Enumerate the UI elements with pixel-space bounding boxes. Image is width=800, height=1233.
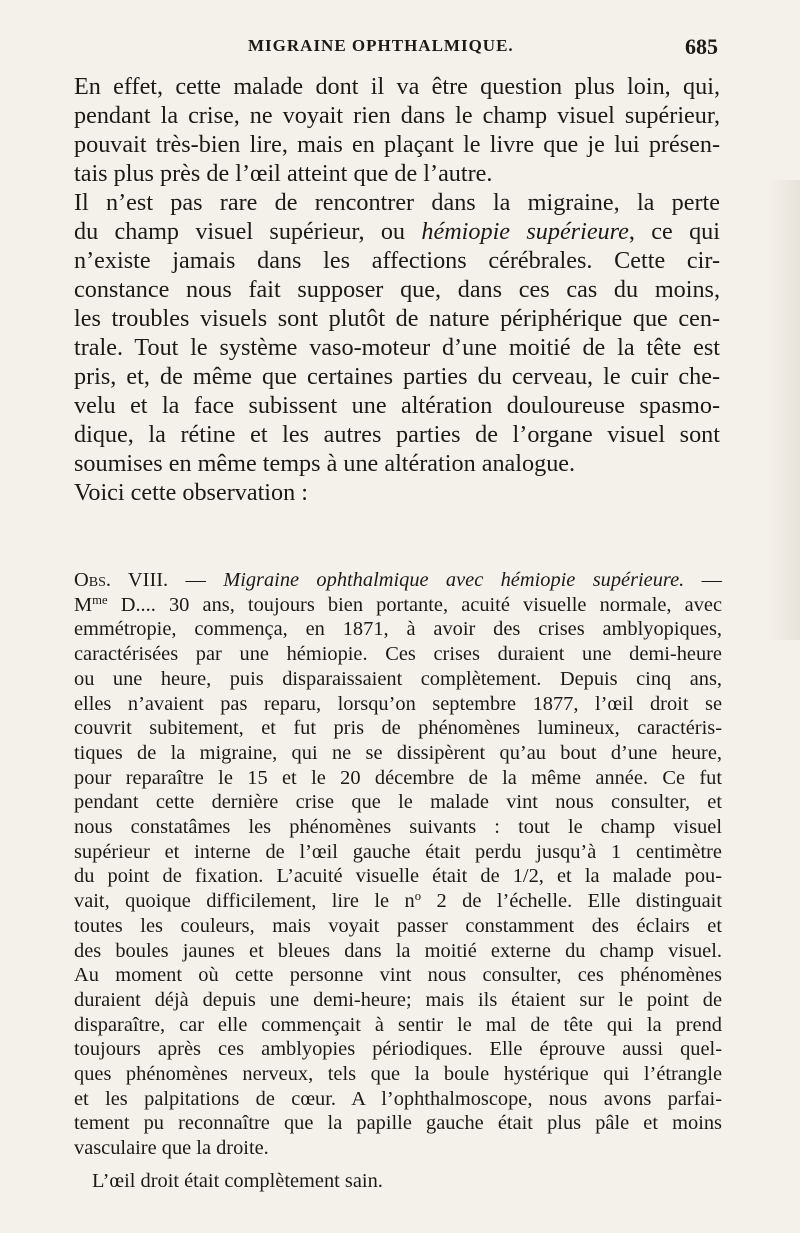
superscript: me <box>92 592 108 607</box>
text-fragment: du champ visuel supérieur, ou <box>74 218 422 245</box>
text-line: toujours après ces amblyopies périodiques. Elle éprouve aussi quel- <box>74 1038 722 1061</box>
text-line: vasculaire que la droite. <box>74 1137 269 1160</box>
text-line: toutes les couleurs, mais voyait passer constamment des éclairs et <box>74 914 722 937</box>
text-line: pris, et, de même que certaines parties du cerveau, le cuir che- <box>74 363 720 390</box>
text-line: tiques de la migraine, qui ne se dissipèrent qu’au bout d’une heure, <box>74 741 722 764</box>
text-line: pendant la crise, ne voyait rien dans le champ visuel supérieur, <box>74 102 720 129</box>
text-fragment: , ce qui <box>628 218 720 245</box>
text-line-content: Il n’est pas rare de rencontrer dans la migraine, la perte <box>74 189 720 216</box>
text-line <box>74 593 722 618</box>
text-fragment: vait, quoique difficilement, lire le n <box>74 890 415 913</box>
text-line: pendant cette dernière crise que le malade vint nous consulter, et <box>74 791 722 814</box>
text-line: Voici cette observation : <box>74 479 308 506</box>
text-line: des boules jaunes et bleues dans la moitié externe du champ visuel. <box>74 939 722 962</box>
text-line: et les palpitations de cœur. A l’ophthalmoscope, nous avons parfai- <box>74 1087 722 1110</box>
text-line <box>74 217 720 246</box>
text-line: supérieur et interne de l’œil gauche était perdu jusqu’à 1 centimètre <box>74 840 722 863</box>
text-line: ou une heure, puis disparaissaient complètement. Depuis cinq ans, <box>74 667 722 690</box>
text-line: couvrit subitement, et fut pris de phénomènes lumineux, caractéris- <box>74 717 722 740</box>
text-line: En effet, cette malade dont il va être question plus loin, qui, <box>74 73 720 100</box>
text-line: elles n’avaient pas reparu, lorsqu’on septembre 1877, l’œil droit se <box>74 692 722 715</box>
text-line: les troubles visuels sont plutôt de nature périphérique que cen- <box>74 305 720 332</box>
text-line: duraient déjà depuis une demi-heure; mais ils étaient sur le point de <box>74 988 722 1011</box>
running-title: MIGRAINE OPHTHALMIQUE. <box>248 36 514 55</box>
observation-block <box>74 568 722 1161</box>
text-line: n’existe jamais dans les affections cérébrales. Cette cir- <box>74 247 720 274</box>
text-fragment: 2 de l’échelle. Elle distinguait <box>421 890 722 913</box>
text-fragment: M <box>74 593 93 616</box>
text-fragment: — <box>684 569 722 591</box>
paragraph-3 <box>74 478 720 507</box>
text-line: ques phénomènes nerveux, tels que la boule hystérique qui l’étrangle <box>74 1063 722 1086</box>
text-line <box>74 188 720 217</box>
text-fragment: D.... 30 ans, toujours bien portante, acuité visuelle normale, avec <box>107 593 722 616</box>
text-line: trale. Tout le système vaso-moteur d’une moitié de la tête est <box>74 334 720 361</box>
text-line: pouvait très-bien lire, mais en plaçant le livre que je lui présen- <box>74 131 720 158</box>
text-line: du point de fixation. L’acuité visuelle était de 1/2, et la malade pou- <box>74 865 722 888</box>
text-line: tement pu reconnaître que la papille gauche était plus pâle et moins <box>74 1112 722 1135</box>
observation-label: Obs. VIII. <box>74 569 169 591</box>
observation-heading-line <box>74 568 722 593</box>
text-line: nous constatâmes les phénomènes suivants : tout le champ visuel <box>74 816 722 839</box>
text-line: pour reparaître le 15 et le 20 décembre de la même année. Ce fut <box>74 766 722 789</box>
text-line: tais plus près de l’œil atteint que de l’autre. <box>74 160 493 187</box>
observation-paragraph <box>74 568 722 1161</box>
text-line: caractérisées par une hémiopie. Ces crises duraient une demi-heure <box>74 643 722 666</box>
text-line: soumises en même temps à une altération analogue. <box>74 450 576 477</box>
paragraph-1 <box>74 72 720 188</box>
page-number: 685 <box>685 34 718 59</box>
superscript: o <box>414 889 422 904</box>
paragraph-2 <box>74 188 720 478</box>
text-line: Au moment où cette personne vint nous consulter, ces phénomènes <box>74 964 722 987</box>
text-line: velu et la face subissent une altération douloureuse spasmo- <box>74 392 720 419</box>
observation-title: Migraine ophthalmique avec hémiopie supérieure. <box>223 569 685 591</box>
closing-line: L’œil droit était complètement sain. <box>92 1170 383 1192</box>
emphasis-hemiopie: hémiopie supérieure <box>421 218 629 245</box>
text-line: disparaître, car elle commençait à sentir le mal de tête qui la prend <box>74 1013 722 1036</box>
show-through-shadow <box>768 180 800 640</box>
text-line: dique, la rétine et les autres parties de l’organe visuel sont <box>74 421 720 448</box>
text-fragment: — <box>168 569 224 591</box>
running-header <box>248 36 718 60</box>
main-text <box>74 72 720 507</box>
text-line <box>74 889 722 914</box>
text-line: emmétropie, commença, en 1871, à avoir des crises amblyopiques, <box>74 618 722 641</box>
text-line: constance nous fait supposer que, dans ces cas du moins, <box>74 276 720 303</box>
